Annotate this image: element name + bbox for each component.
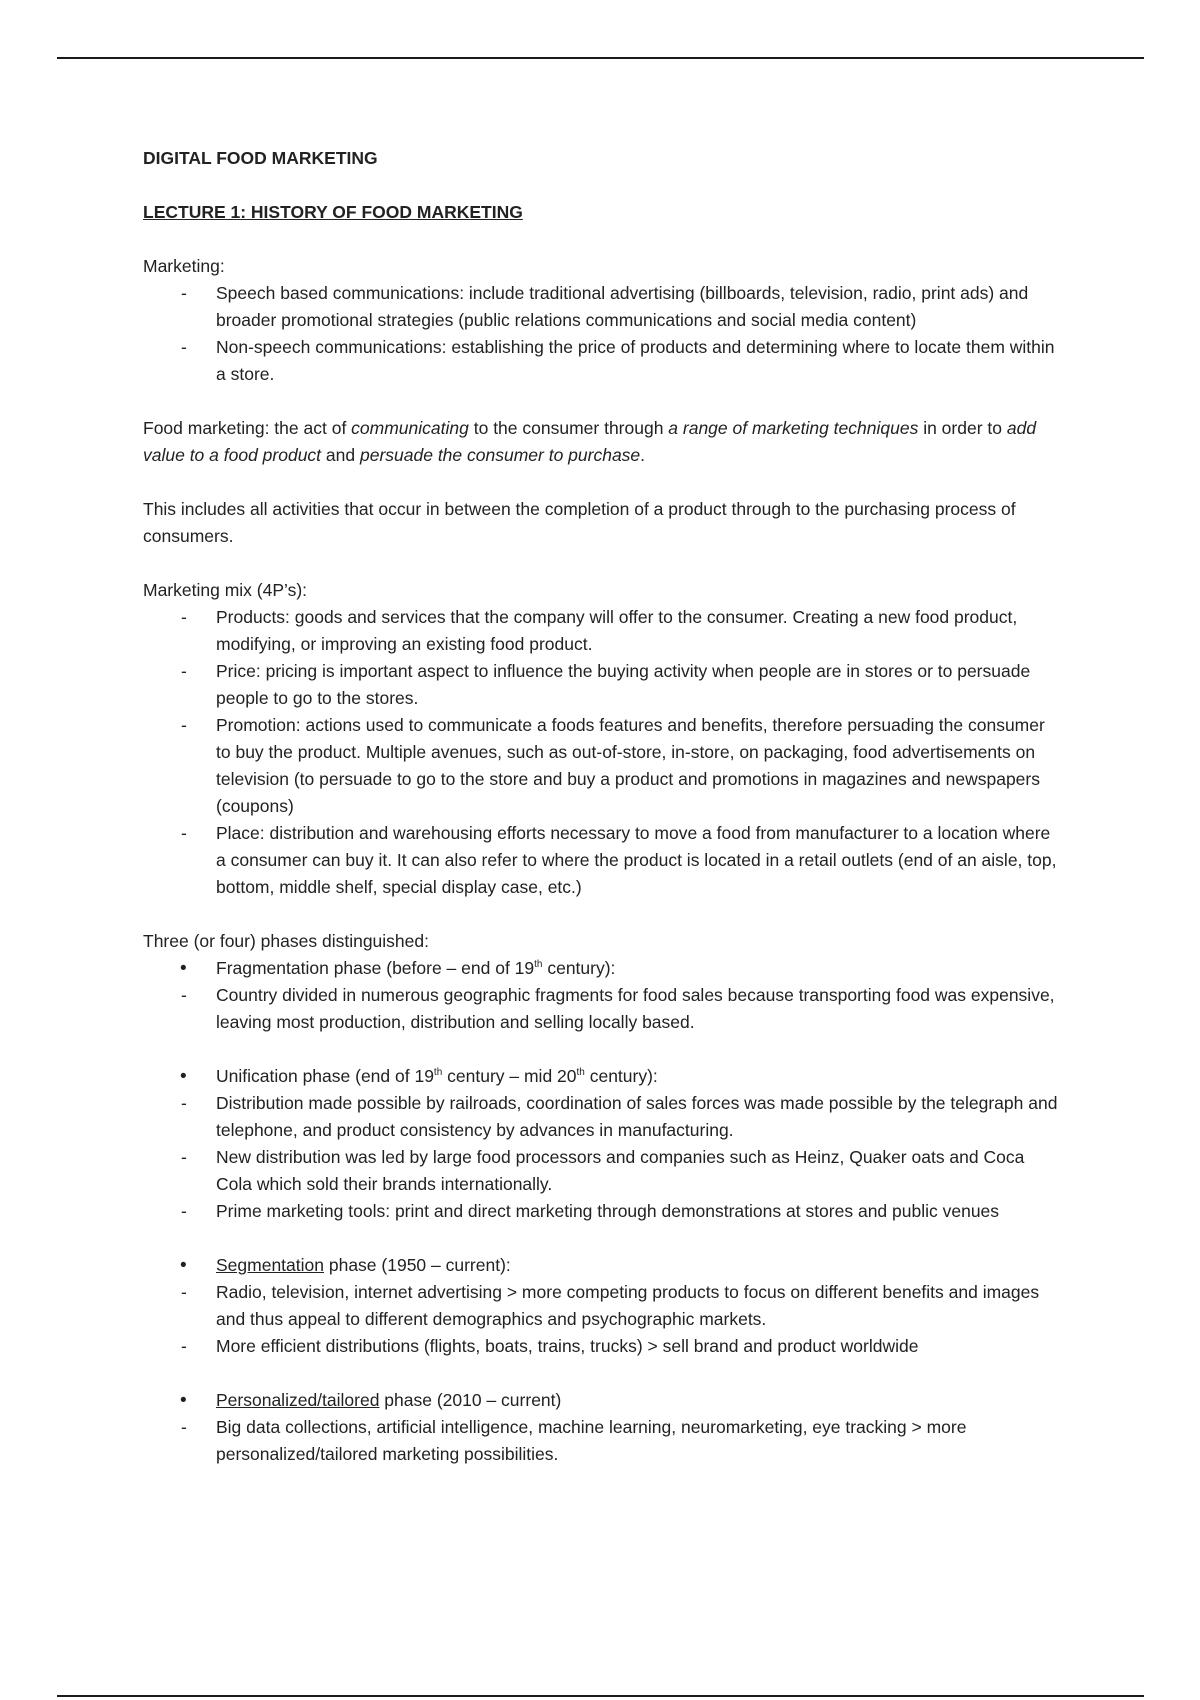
text-run: to the consumer through xyxy=(468,418,669,438)
underlined-text: Personalized/tailored xyxy=(216,1390,380,1410)
list-item: - New distribution was led by large food processors and companies such as Heinz, Quaker oats and Coca Cola which sold their brands internationally. xyxy=(143,1144,1063,1198)
text-run: Food marketing: the act of xyxy=(143,418,352,438)
list-item: - Speech based communications: include traditional advertising (billboards, television, radio, print ads) and broader promotional strategies (public relations communications and social media content) xyxy=(143,280,1063,334)
text-run: in order to xyxy=(918,418,1007,438)
phase-personalized-list xyxy=(143,1414,1063,1468)
phase-fragmentation-list xyxy=(143,982,1063,1036)
phase-segmentation-heading xyxy=(143,1252,1063,1279)
text-run: phase (2010 – current) xyxy=(379,1390,562,1410)
list-item: - Radio, television, internet advertising > more competing products to focus on different benefits and images and thus appeal to different demographics and psychographic markets. xyxy=(143,1279,1063,1333)
emphasis-text: persuade the consumer to purchase xyxy=(359,445,641,465)
marketing-mix-heading: Marketing mix (4P’s): xyxy=(143,580,308,600)
list-item: - More efficient distributions (flights, boats, trains, trucks) > sell brand and product worldwide xyxy=(143,1333,1063,1360)
marketing-heading: Marketing: xyxy=(143,256,225,276)
list-item: - Prime marketing tools: print and direct marketing through demonstrations at stores and public venues xyxy=(143,1198,1063,1225)
document-title: DIGITAL FOOD MARKETING xyxy=(143,148,378,168)
list-item xyxy=(143,955,1063,982)
list-item xyxy=(143,1387,1063,1414)
bottom-rule xyxy=(57,1695,1144,1697)
list-item: - Distribution made possible by railroads, coordination of sales forces was made possible by the telegraph and telephone, and product consistency by advances in manufacturing. xyxy=(143,1090,1063,1144)
includes-paragraph: This includes all activities that occur in between the completion of a product through to the purchasing process of consumers. xyxy=(143,499,1016,546)
text-run: century – mid 20 xyxy=(442,1066,577,1086)
lecture-heading: LECTURE 1: HISTORY OF FOOD MARKETING xyxy=(143,202,523,222)
food-marketing-definition xyxy=(143,415,1063,469)
phase-fragmentation-heading xyxy=(143,955,1063,982)
list-item: - Non-speech communications: establishing the price of products and determining where to locate them within a store. xyxy=(143,334,1063,388)
text-run: phase (1950 – current): xyxy=(324,1255,511,1275)
phase-unification-heading xyxy=(143,1063,1063,1090)
list-item: - Big data collections, artificial intelligence, machine learning, neuromarketing, eye tracking > more personalized/tailored marketing possibilities. xyxy=(143,1414,1063,1468)
document-body xyxy=(143,145,1063,1468)
phase-personalized-heading xyxy=(143,1387,1063,1414)
list-item xyxy=(143,1063,1063,1090)
top-rule xyxy=(57,57,1144,59)
text-run: century): xyxy=(584,1066,658,1086)
phase-unification-list xyxy=(143,1090,1063,1225)
list-item xyxy=(143,1252,1063,1279)
emphasis-text: communicating xyxy=(351,418,469,438)
marketing-list xyxy=(143,280,1063,388)
list-item: - Price: pricing is important aspect to influence the buying activity when people are in stores or to persuade people to go to the stores. xyxy=(143,658,1063,712)
text-run: Fragmentation phase (before – end of 19 xyxy=(216,958,535,978)
list-item: - Place: distribution and warehousing efforts necessary to move a food from manufacturer to a location where a consumer can buy it. It can also refer to where the product is located in a retail outlets (end of an aisle, top, bottom, middle shelf, special display case, etc.) xyxy=(143,820,1063,901)
list-item: - Promotion: actions used to communicate a foods features and benefits, therefore persuading the consumer to buy the product. Multiple avenues, such as out-of-store, in-store, on packaging, food advertisements on television (to persuade to go to the store and buy a product and promotions in magazines and newspapers (coupons) xyxy=(143,712,1063,820)
emphasis-text: a range of marketing techniques xyxy=(668,418,919,438)
superscript: th xyxy=(433,1067,443,1078)
superscript: th xyxy=(534,959,543,970)
superscript: th xyxy=(576,1067,585,1078)
text-run: century): xyxy=(542,958,616,978)
text-run: . xyxy=(640,445,646,465)
marketing-mix-list xyxy=(143,604,1063,901)
list-item: - Products: goods and services that the company will offer to the consumer. Creating a new food product, modifying, or improving an existing food product. xyxy=(143,604,1063,658)
underlined-text: Segmentation xyxy=(216,1255,324,1275)
phases-heading: Three (or four) phases distinguished: xyxy=(143,931,429,951)
text-run: Unification phase (end of 19 xyxy=(216,1066,434,1086)
list-item: - Country divided in numerous geographic fragments for food sales because transporting food was expensive, leaving most production, distribution and selling locally based. xyxy=(143,982,1063,1036)
phase-segmentation-list xyxy=(143,1279,1063,1360)
emphasis-text: add value to a food product xyxy=(143,418,1037,465)
text-run: and xyxy=(321,445,360,465)
